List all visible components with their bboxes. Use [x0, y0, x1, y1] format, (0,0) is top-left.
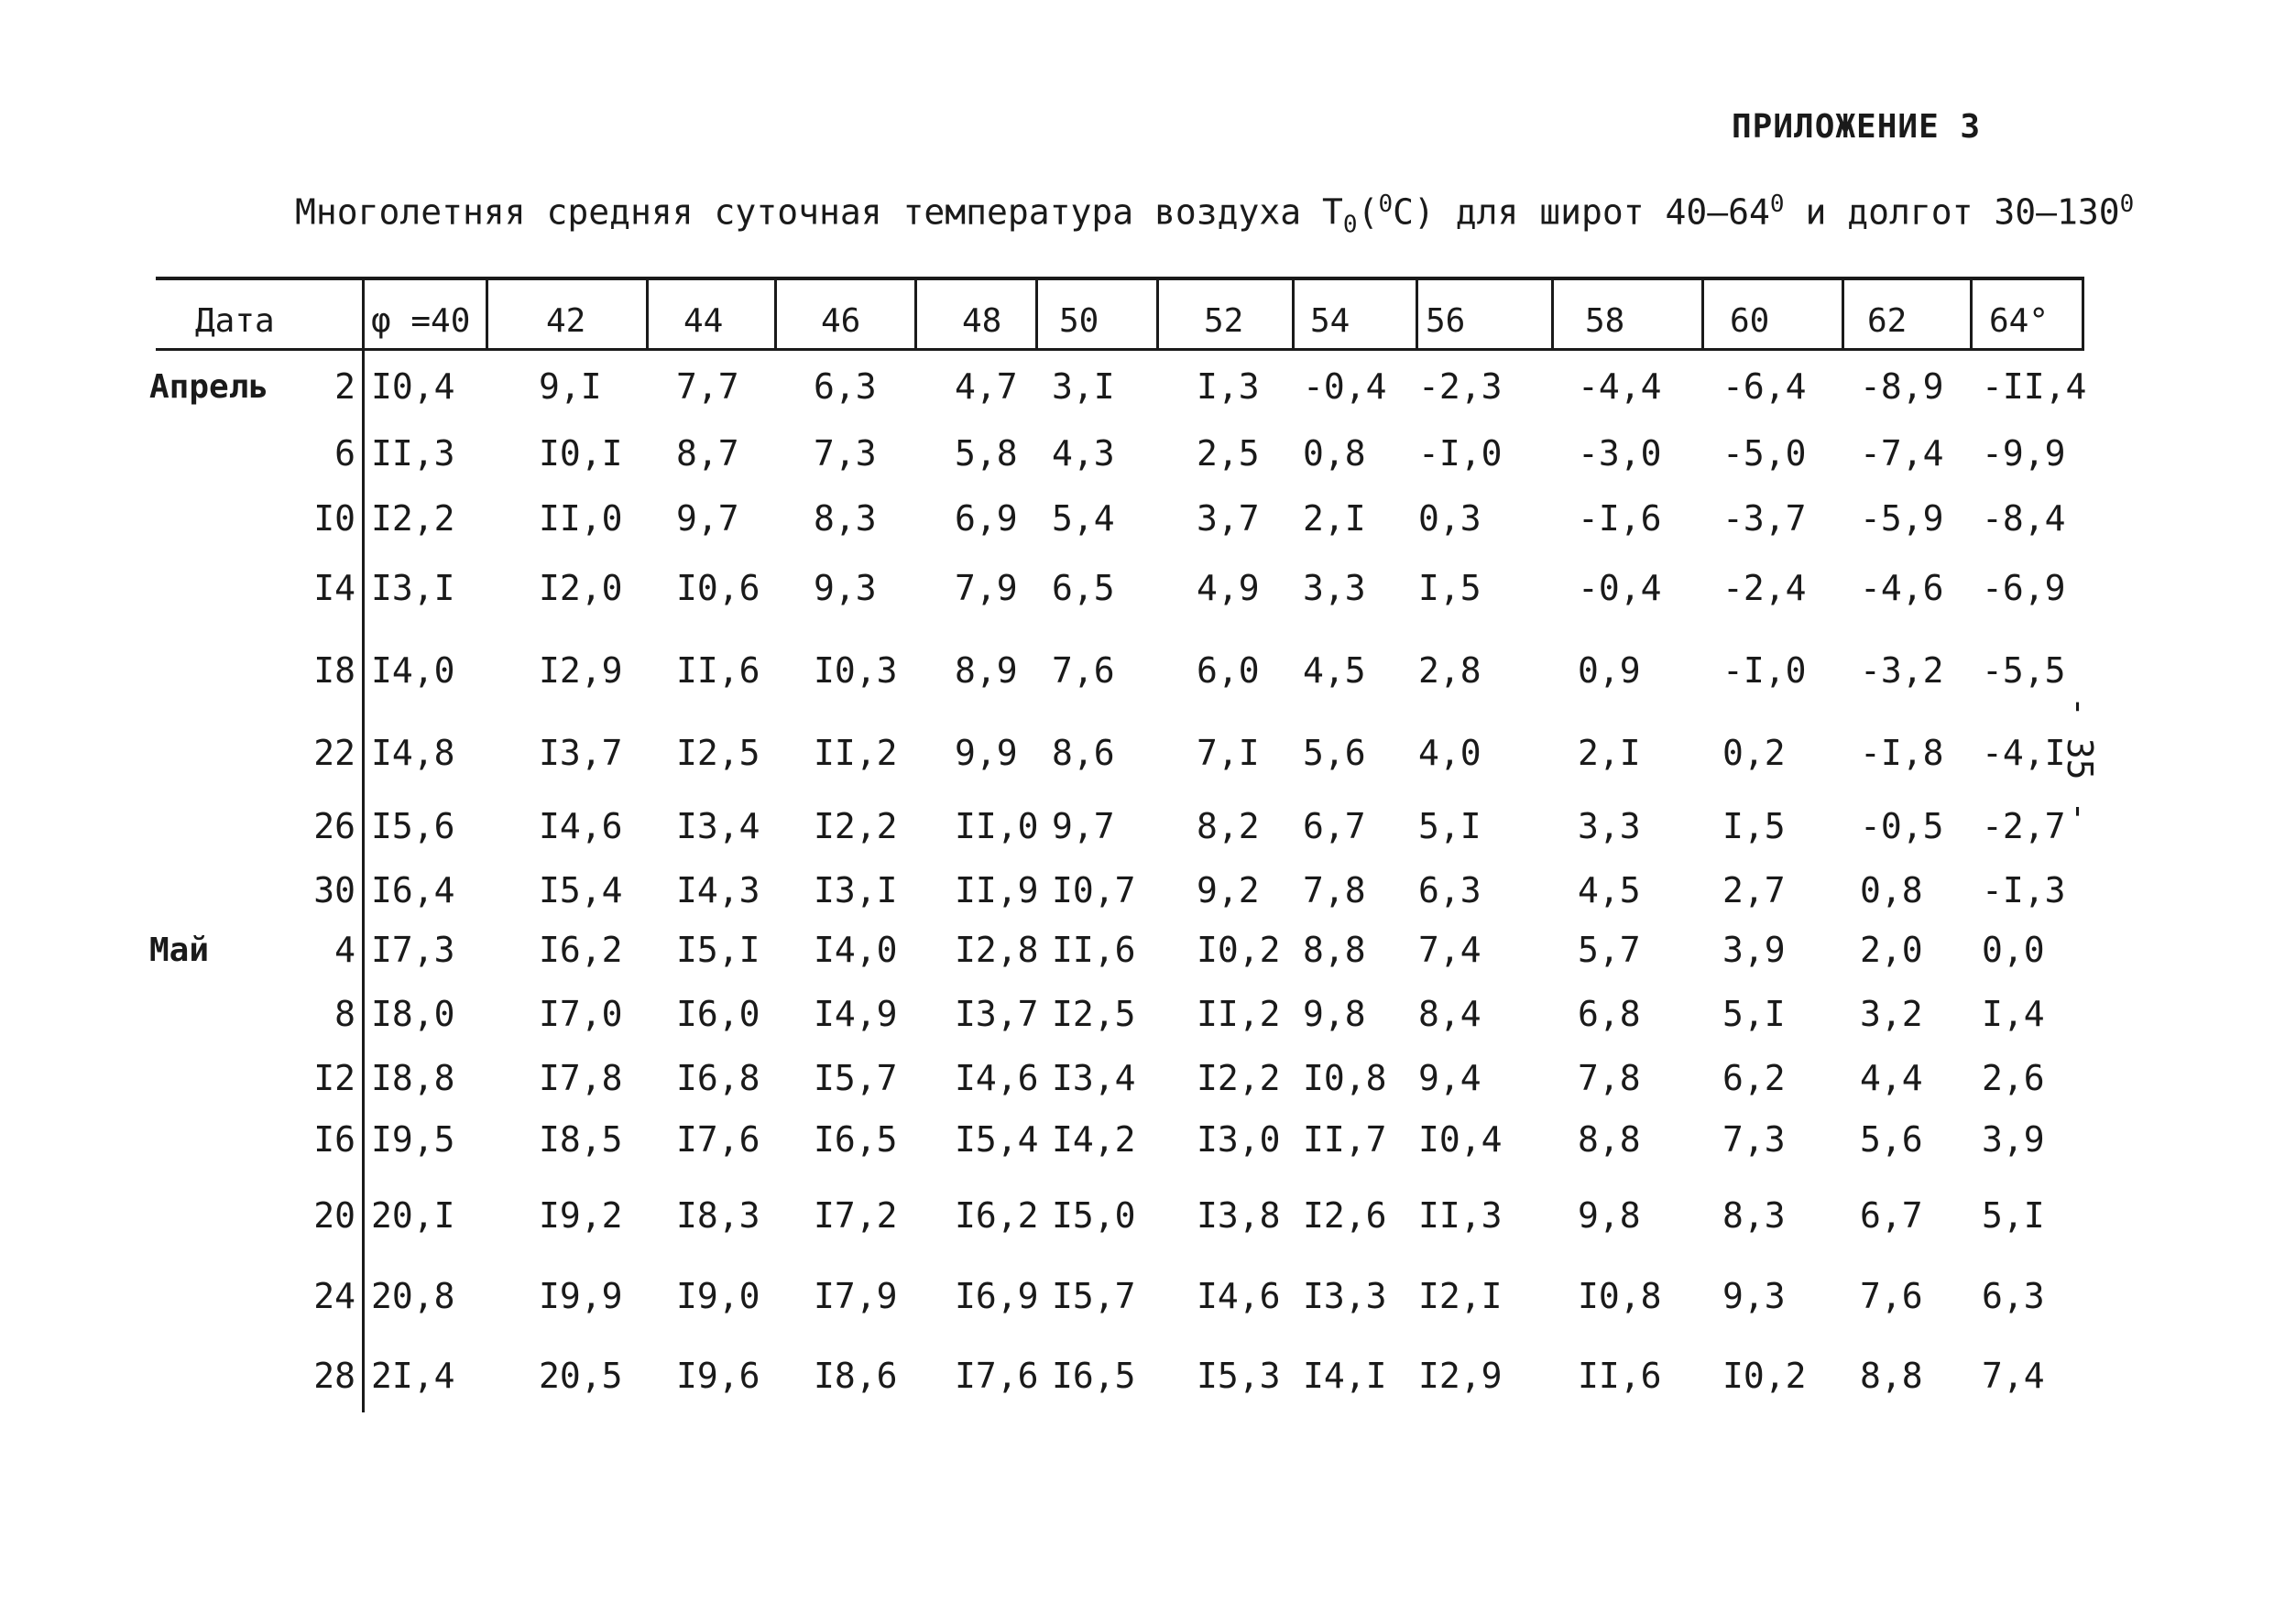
table-cell: I5,0	[1052, 1195, 1136, 1236]
day-label: 24	[313, 1276, 355, 1316]
table-cell: 7,9	[955, 568, 1018, 608]
table-cell: 3,7	[1197, 498, 1260, 539]
day-label: 20	[313, 1195, 355, 1236]
table-cell: I4,6	[539, 806, 623, 846]
table-cell: I2,6	[1303, 1195, 1387, 1236]
table-cell: 5,I	[1982, 1195, 2045, 1236]
table-cell: 5,4	[1052, 498, 1115, 539]
table-cell: II,3	[371, 433, 455, 474]
table-cell: I6,9	[955, 1276, 1039, 1316]
table-cell: 6,2	[1722, 1058, 1786, 1098]
table-cell: -I,0	[1418, 433, 1503, 474]
table-cell: I4,2	[1052, 1119, 1136, 1160]
table-cell: I6,4	[371, 870, 455, 910]
table-title	[295, 191, 2134, 238]
table-cell: 0,0	[1982, 930, 2045, 970]
table-cell: I0,I	[539, 433, 623, 474]
table-cell: -4,6	[1860, 568, 1944, 608]
table-cell: I0,3	[814, 650, 898, 691]
day-label: I0	[313, 498, 355, 539]
table-cell: 6,3	[1418, 870, 1481, 910]
table-cell: -0,4	[1578, 568, 1662, 608]
table-cell: 7,7	[676, 366, 739, 407]
table-cell: 4,5	[1303, 650, 1366, 691]
latitude-column-header: 54	[1310, 302, 1350, 340]
header-column-separator	[1701, 277, 1704, 350]
table-cell: I3,7	[539, 733, 623, 773]
day-label: 22	[313, 733, 355, 773]
table-cell: -5,9	[1860, 498, 1944, 539]
table-cell: I0,2	[1197, 930, 1281, 970]
table-cell: 2,I	[1578, 733, 1641, 773]
table-cell: I0,7	[1052, 870, 1136, 910]
table-cell: 4,4	[1860, 1058, 1923, 1098]
table-cell: 8,8	[1578, 1119, 1641, 1160]
table-cell: I5,7	[814, 1058, 898, 1098]
table-cell: I0,8	[1578, 1276, 1662, 1316]
table-cell: I6,5	[814, 1119, 898, 1160]
day-label: 28	[313, 1356, 355, 1396]
page-number: - 35 -	[2060, 696, 2100, 823]
table-cell: I6,0	[676, 994, 760, 1034]
table-cell: 8,9	[955, 650, 1018, 691]
table-cell: 0,8	[1860, 870, 1923, 910]
date-column-header: Дата	[195, 302, 275, 340]
latitude-column-header: 60	[1730, 302, 1770, 340]
header-column-separator	[1156, 277, 1159, 350]
table-cell: 8,7	[676, 433, 739, 474]
table-cell: -3,2	[1860, 650, 1944, 691]
table-cell: -I,0	[1722, 650, 1807, 691]
table-cell: 0,3	[1418, 498, 1481, 539]
latitude-column-header: 42	[546, 302, 586, 340]
table-cell: 7,4	[1418, 930, 1481, 970]
table-cell: I2,5	[1052, 994, 1136, 1034]
table-cell: I4,I	[1303, 1356, 1387, 1396]
table-cell: 2,8	[1418, 650, 1481, 691]
table-cell: I9,9	[539, 1276, 623, 1316]
header-column-separator	[646, 277, 649, 350]
table-cell: II,0	[539, 498, 623, 539]
table-cell: I5,4	[955, 1119, 1039, 1160]
header-column-separator	[1970, 277, 1973, 350]
table-cell: -7,4	[1860, 433, 1944, 474]
table-header-rule	[156, 348, 2084, 351]
table-cell: 5,I	[1722, 994, 1786, 1034]
table-cell: I8,5	[539, 1119, 623, 1160]
table-top-rule	[156, 277, 2084, 280]
table-cell: I4,9	[814, 994, 898, 1034]
table-cell: I4,3	[676, 870, 760, 910]
table-cell: 2,6	[1982, 1058, 2045, 1098]
table-cell: I3,I	[814, 870, 898, 910]
table-cell: -3,0	[1578, 433, 1662, 474]
table-cell: -2,4	[1722, 568, 1807, 608]
table-cell: 7,3	[814, 433, 877, 474]
title-unit-degree: 0	[1378, 191, 1394, 218]
table-cell: 3,2	[1860, 994, 1923, 1034]
day-label: 2	[334, 366, 355, 407]
day-label: 6	[334, 433, 355, 474]
appendix-label: ПРИЛОЖЕНИЕ 3	[1732, 108, 1982, 146]
table-cell: I5,7	[1052, 1276, 1136, 1316]
table-cell: 7,I	[1197, 733, 1260, 773]
table-cell: 9,9	[955, 733, 1018, 773]
table-cell: 4,3	[1052, 433, 1115, 474]
table-cell: II,2	[814, 733, 898, 773]
table-cell: -6,9	[1982, 568, 2066, 608]
table-cell: 8,4	[1418, 994, 1481, 1034]
table-cell: 5,I	[1418, 806, 1481, 846]
table-cell: I3,8	[1197, 1195, 1281, 1236]
table-cell: I2,8	[955, 930, 1039, 970]
table-cell: I5,4	[539, 870, 623, 910]
table-cell: 4,9	[1197, 568, 1260, 608]
table-cell: I8,0	[371, 994, 455, 1034]
table-cell: -8,4	[1982, 498, 2066, 539]
table-cell: I3,I	[371, 568, 455, 608]
table-cell: 3,3	[1303, 568, 1366, 608]
table-cell: I7,6	[676, 1119, 760, 1160]
month-label: Апрель	[149, 368, 269, 406]
table-cell: 5,6	[1303, 733, 1366, 773]
latitude-column-header: 56	[1426, 302, 1466, 340]
table-cell: I0,8	[1303, 1058, 1387, 1098]
table-cell: I4,0	[371, 650, 455, 691]
table-cell: I0,2	[1722, 1356, 1807, 1396]
month-label: Май	[149, 932, 210, 969]
table-cell: 6,8	[1578, 994, 1641, 1034]
table-cell: I2,9	[1418, 1356, 1503, 1396]
table-cell: 0,9	[1578, 650, 1641, 691]
table-cell: 3,3	[1578, 806, 1641, 846]
table-cell: II,6	[1578, 1356, 1662, 1396]
table-cell: I9,6	[676, 1356, 760, 1396]
table-cell: 4,7	[955, 366, 1018, 407]
table-cell: I0,4	[371, 366, 455, 407]
table-cell: 9,7	[676, 498, 739, 539]
day-label: 26	[313, 806, 355, 846]
day-label: 30	[313, 870, 355, 910]
table-cell: -5,5	[1982, 650, 2066, 691]
table-cell: I5,3	[1197, 1356, 1281, 1396]
table-cell: -5,0	[1722, 433, 1807, 474]
table-cell: -I,8	[1860, 733, 1944, 773]
table-cell: I8,3	[676, 1195, 760, 1236]
table-cell: 7,8	[1303, 870, 1366, 910]
table-cell: I2,0	[539, 568, 623, 608]
table-cell: I6,8	[676, 1058, 760, 1098]
table-cell: 8,8	[1303, 930, 1366, 970]
day-label: I4	[313, 568, 355, 608]
table-cell: 6,7	[1860, 1195, 1923, 1236]
latitude-column-header: 52	[1204, 302, 1244, 340]
table-cell: I4,8	[371, 733, 455, 773]
table-cell: -2,7	[1982, 806, 2066, 846]
table-cell: 3,I	[1052, 366, 1115, 407]
table-cell: I6,2	[539, 930, 623, 970]
header-column-separator	[2082, 277, 2084, 350]
day-label: 8	[334, 994, 355, 1034]
table-cell: I7,8	[539, 1058, 623, 1098]
table-cell: -9,9	[1982, 433, 2066, 474]
table-cell: II,6	[1052, 930, 1136, 970]
header-column-separator	[774, 277, 777, 350]
table-cell: I6,5	[1052, 1356, 1136, 1396]
table-cell: 3,9	[1722, 930, 1786, 970]
table-cell: 9,2	[1197, 870, 1260, 910]
table-cell: -I,3	[1982, 870, 2066, 910]
table-cell: 3,9	[1982, 1119, 2045, 1160]
table-cell: 6,7	[1303, 806, 1366, 846]
table-cell: I4,6	[1197, 1276, 1281, 1316]
title-main: Многолетняя средняя суточная температура воздуха Т	[295, 191, 1343, 233]
table-cell: 6,0	[1197, 650, 1260, 691]
latitude-column-header: 46	[821, 302, 861, 340]
header-column-separator	[1292, 277, 1295, 350]
latitude-column-header: 58	[1585, 302, 1625, 340]
table-cell: 0,2	[1722, 733, 1786, 773]
table-cell: I9,5	[371, 1119, 455, 1160]
latitude-column-header: 48	[962, 302, 1002, 340]
table-cell: 5,7	[1578, 930, 1641, 970]
table-cell: -II,4	[1982, 366, 2087, 407]
table-cell: I3,3	[1303, 1276, 1387, 1316]
table-cell: 20,I	[371, 1195, 455, 1236]
table-cell: I0,4	[1418, 1119, 1503, 1160]
table-cell: 20,5	[539, 1356, 623, 1396]
table-cell: 8,2	[1197, 806, 1260, 846]
table-cell: 8,6	[1052, 733, 1115, 773]
table-cell: I2,2	[1197, 1058, 1281, 1098]
table-cell: 6,9	[955, 498, 1018, 539]
table-cell: I,5	[1418, 568, 1481, 608]
table-cell: 7,3	[1722, 1119, 1786, 1160]
table-cell: -6,4	[1722, 366, 1807, 407]
table-cell: I7,9	[814, 1276, 898, 1316]
table-cell: 6,3	[1982, 1276, 2045, 1316]
table-cell: 6,5	[1052, 568, 1115, 608]
table-cell: 9,7	[1052, 806, 1115, 846]
table-cell: -4,4	[1578, 366, 1662, 407]
table-cell: I8,8	[371, 1058, 455, 1098]
title-longitudes: и долгот 30–130	[1784, 191, 2120, 233]
table-cell: I3,4	[1052, 1058, 1136, 1098]
table-cell: 20,8	[371, 1276, 455, 1316]
day-label: I8	[313, 650, 355, 691]
header-column-separator	[1551, 277, 1554, 350]
header-column-separator	[1035, 277, 1038, 350]
table-cell: 5,8	[955, 433, 1018, 474]
latitude-column-header: 62	[1867, 302, 1908, 340]
table-cell: 7,8	[1578, 1058, 1641, 1098]
header-column-separator	[1416, 277, 1418, 350]
title-lon-degree: 0	[2119, 191, 2135, 218]
latitude-column-header: 44	[683, 302, 724, 340]
table-cell: II,2	[1197, 994, 1281, 1034]
table-cell: 9,8	[1303, 994, 1366, 1034]
table-cell: I7,6	[955, 1356, 1039, 1396]
table-cell: 4,0	[1418, 733, 1481, 773]
table-cell: 2I,4	[371, 1356, 455, 1396]
table-cell: I2,5	[676, 733, 760, 773]
table-cell: II,7	[1303, 1119, 1387, 1160]
day-label: I6	[313, 1119, 355, 1160]
table-cell: II,0	[955, 806, 1039, 846]
header-column-separator	[914, 277, 917, 350]
table-cell: I4,6	[955, 1058, 1039, 1098]
table-cell: -2,3	[1418, 366, 1503, 407]
table-cell: I7,2	[814, 1195, 898, 1236]
table-cell: 2,I	[1303, 498, 1366, 539]
table-cell: I9,0	[676, 1276, 760, 1316]
title-subscript: 0	[1342, 211, 1358, 239]
table-cell: 9,4	[1418, 1058, 1481, 1098]
table-cell: -8,9	[1860, 366, 1944, 407]
table-cell: -0,5	[1860, 806, 1944, 846]
table-cell: 9,3	[814, 568, 877, 608]
table-cell: -I,6	[1578, 498, 1662, 539]
latitude-column-header: 50	[1059, 302, 1099, 340]
table-cell: 8,3	[1722, 1195, 1786, 1236]
table-cell: I3,0	[1197, 1119, 1281, 1160]
table-cell: I9,2	[539, 1195, 623, 1236]
table-cell: I,4	[1982, 994, 2045, 1034]
table-cell: I0,6	[676, 568, 760, 608]
table-cell: -0,4	[1303, 366, 1387, 407]
table-cell: I8,6	[814, 1356, 898, 1396]
table-cell: 7,6	[1860, 1276, 1923, 1316]
title-lat-degree: 0	[1769, 191, 1785, 218]
table-cell: I3,7	[955, 994, 1039, 1034]
table-cell: I5,6	[371, 806, 455, 846]
table-cell: II,9	[955, 870, 1039, 910]
header-column-separator	[362, 277, 365, 1412]
table-cell: II,6	[676, 650, 760, 691]
table-cell: 5,6	[1860, 1119, 1923, 1160]
table-cell: 9,8	[1578, 1195, 1641, 1236]
table-cell: I2,9	[539, 650, 623, 691]
latitude-column-header: φ =40	[371, 302, 471, 340]
table-cell: 2,7	[1722, 870, 1786, 910]
header-column-separator	[486, 277, 488, 350]
table-cell: I,5	[1722, 806, 1786, 846]
table-cell: 2,5	[1197, 433, 1260, 474]
latitude-column-header: 64°	[1989, 302, 2050, 340]
table-cell: 0,8	[1303, 433, 1366, 474]
table-cell: 4,5	[1578, 870, 1641, 910]
table-cell: 7,4	[1982, 1356, 2045, 1396]
table-cell: I3,4	[676, 806, 760, 846]
day-label: 4	[334, 930, 355, 970]
title-unit: С) для широт 40–64	[1393, 191, 1770, 233]
table-cell: 2,0	[1860, 930, 1923, 970]
table-cell: I2,2	[814, 806, 898, 846]
table-cell: 7,6	[1052, 650, 1115, 691]
table-cell: 9,3	[1722, 1276, 1786, 1316]
table-cell: I,3	[1197, 366, 1260, 407]
table-cell: I7,3	[371, 930, 455, 970]
table-cell: I2,2	[371, 498, 455, 539]
day-label: I2	[313, 1058, 355, 1098]
title-paren: (	[1357, 191, 1379, 233]
table-cell: II,3	[1418, 1195, 1503, 1236]
table-cell: 6,3	[814, 366, 877, 407]
table-cell: -4,I	[1982, 733, 2066, 773]
table-cell: I7,0	[539, 994, 623, 1034]
table-cell: I6,2	[955, 1195, 1039, 1236]
header-column-separator	[1842, 277, 1844, 350]
table-cell: 9,I	[539, 366, 602, 407]
table-cell: I2,I	[1418, 1276, 1503, 1316]
table-cell: I4,0	[814, 930, 898, 970]
table-cell: 8,8	[1860, 1356, 1923, 1396]
table-cell: 8,3	[814, 498, 877, 539]
table-cell: I5,I	[676, 930, 760, 970]
table-cell: -3,7	[1722, 498, 1807, 539]
